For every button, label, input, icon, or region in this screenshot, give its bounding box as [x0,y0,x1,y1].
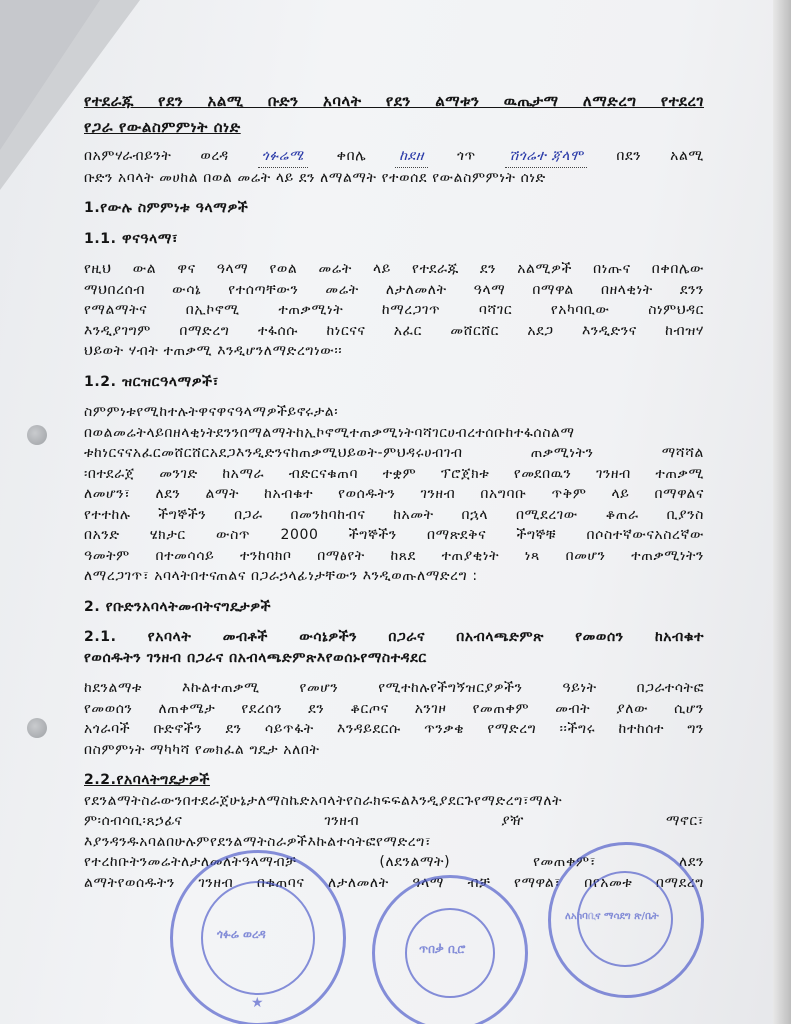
subsection-rights-heading [84,627,704,668]
intro-text: ቀበሌ [336,148,367,164]
text-line: የተረከቡትንመሬትለታለመለትዓላማብቻ (ለደንልማት) የመጠቀም፣ ለደን [84,854,704,870]
intro-text: በአምሃራብይንት ወረዳ [84,148,229,164]
text-line: እያንዳንዱአባልበሁሉምየደንልማትስራዎችእኩልተሳትፎየማድረግ፣ [84,833,432,850]
text-line: የዚህ ውል ዋና ዓላማ የወል መሬት ላይ የተደራጁ ደን አልሚዎች በነጡና በቀበሌው [84,261,704,277]
text-line: ለማረጋገጥ፣ አባላትበተናጠልና በጋራኃላፊነታቸውን እንዲወጡለማድረግ : [84,568,478,584]
text-line: የመወሰን ለጠቀሜታ የደረሰን ደን ቆርጦና አንገዞ የመጠቀም መብት ያለው ሲሆን [84,700,704,717]
text-line: ልማትየወሰዱትን ገንዘብ በቁጠባና ለታለመለት ዓላማ ብቻ የማዋል፣ በየአመቱ በማደረግ [84,874,704,891]
text-line: ፡በተደራጀ መንገድ ከአማራ ብድርናቁጠባ ተቋም ፕሮጀክቱ የመደበዉን ገንዘብ ተጠቃሚ [84,465,704,482]
text-line: ዓመትም በተመሳሳይ ተንከባክቦ በማፅየት ከጸደ ተጠያቂነት ነጻ በመሆን ተጠቃሚነትን [84,547,704,564]
text-line: ቱከነርናናአፈርመሸርሸርአደጋእንዲድንናከጠቃሚህይወት-ምህዳሩሀብገብ ጠቃሚነትን ማሻሻል [84,445,704,461]
text-line: የማልማትና በኢኮኖሚ ተጠቃሚነት ከማረጋገጥ ባሻገር የአካባቢው ስነምህዳር [84,302,704,318]
intro-text: በደን አልሚ [616,148,704,164]
title-line: የጋራ የውልስምምነት ሰነድ [84,118,241,136]
section-heading: 2. የቡድንአባላትመብትናግዴታዎች [84,598,272,615]
text-line: ከደንልማቱ እኩልተጠቃሚ የመሆን የሚተከሉየችግኝዝርያዎችን ዓይነት በጋራተሳትፎ [84,680,704,696]
subsection-heading: 1.2. ዝርዝርዓላማዎች፣ [84,373,219,390]
stamp-text: ጎፉሬ ወረዳ [217,927,266,941]
text-line: የተተከሉ ችግኞችን በጋራ በመንከባከብና ከአመት በኋላ በሚደረገው ቆጠራ ቢያንስ [84,506,704,523]
text-line: አጎራባች ቡድኖችን ደን ሳይጥፋት እንዳይደርሱ ጥንቃቄ የማድረግ ፡፡ችግሩ ከተከሰተ ግን [84,721,704,737]
text-line: በወልመሬትላይበዘላቂነትደንንበማልማትከኢኮኖሚተጠቃሚነትባሻገርሀብረተሰቡከተፋሰስልማ [84,424,575,441]
official-stamp-left [170,850,346,1024]
text-line: እንዲያገግም በማድረግ ተፋሰሱ ከነርናና አፈር መሸርሸር አደጋ እንዲድንና ከብዝሃ [84,322,704,339]
intro-line: ቡድን አባላት መሀከል በወል መሬት ላይ ደን ለማልማት የተወሰደ የውልስምምነት ሰነድ [84,169,546,186]
stamp-text: ለአካባቢና ማሳደግ ጽ/ቤት [565,911,659,922]
text-line: ለመሆን፣ ለደን ልማት ከአብቁተ የወሰዱትን ገንዘብ በአግባቡ ጥቅም ላይ በማዋልና [84,486,704,502]
handwritten-kebele: ከደዘ [395,146,428,168]
paragraph-rights [84,678,704,760]
intro-text: ጎጥ [456,148,476,164]
text-line: 2.1. የአባላት መብቶች ውሳኔዎችን በጋራና በአብላጫድምጽ የመወሰን ከአብቁተ [84,629,704,645]
text-line: ህይወት ሃብት ተጠቃሚ እንዲሆንለማድረግነው፡፡ [84,343,343,359]
text-line: በአንድ ሄክታር ውስጥ 2000 ችግኞችን በማጽደቅና ችግኞቹ በሶስተኛውናአስረኛው [84,527,704,543]
subsection-heading: 1.1. ዋናዓላማ፣ [84,230,179,247]
text-line: የደንልማትስራውንበተደራጀሁኔታለማስኬድአባላትየስራክፍፍልእንዲያደርጉየማድረግ፣ማለት [84,792,563,809]
text-line: ስምምነቱየሚከተሉትዋናዋናዓላማዎችይኖሩታል፡ [84,404,339,420]
section-heading: 1.የውሉ ስምምነቱ ዓላማዎች [84,200,249,216]
punch-hole-top [27,425,47,445]
official-stamp-right [548,842,704,998]
paragraph-detailed-objectives [84,402,704,587]
title-line: የተደራጁ የደን አልሚ ቡድን አባላት የደን ልማቱን ዉጤታማ ለማድረግ የተደረገ [84,92,704,110]
star-icon: ★ [251,995,264,1011]
intro-line [84,146,704,168]
text-line: የወሰዱትን ገንዘብ በጋራና በአብላጫድምጽእየወሰኑየማስተዳደር [84,649,427,666]
document-body [84,88,704,893]
text-line: ም፡ሰብሳቢ፡ጸኃፊና ገንዘብ ያዥ ማኖር፣ [84,813,704,829]
document-title [84,88,704,140]
intro-paragraph [84,146,704,188]
subsection-heading: 2.2.የአባላትግዴታዎች [84,772,210,788]
text-line: ማህበረሰብ ውሳኔ የተሰጣቸውን መሬት ለታለመለት ዓላማ በማዋል በዘላቂነት ደንን [84,281,704,298]
text-line: በስምምነት ማካካሻ የመክፈል ግዴታ አለበት [84,741,320,758]
handwritten-got: ሽጎሬተ ጃላሞ [505,146,588,168]
page-edge [773,0,791,1024]
punch-hole-bottom [27,718,47,738]
official-stamp-center [372,875,528,1024]
stamp-text: ጥበቃ ቢሮ [419,942,466,956]
handwritten-woreda: ጎፉሬሜ [258,146,308,168]
paragraph-main-objective [84,259,704,362]
